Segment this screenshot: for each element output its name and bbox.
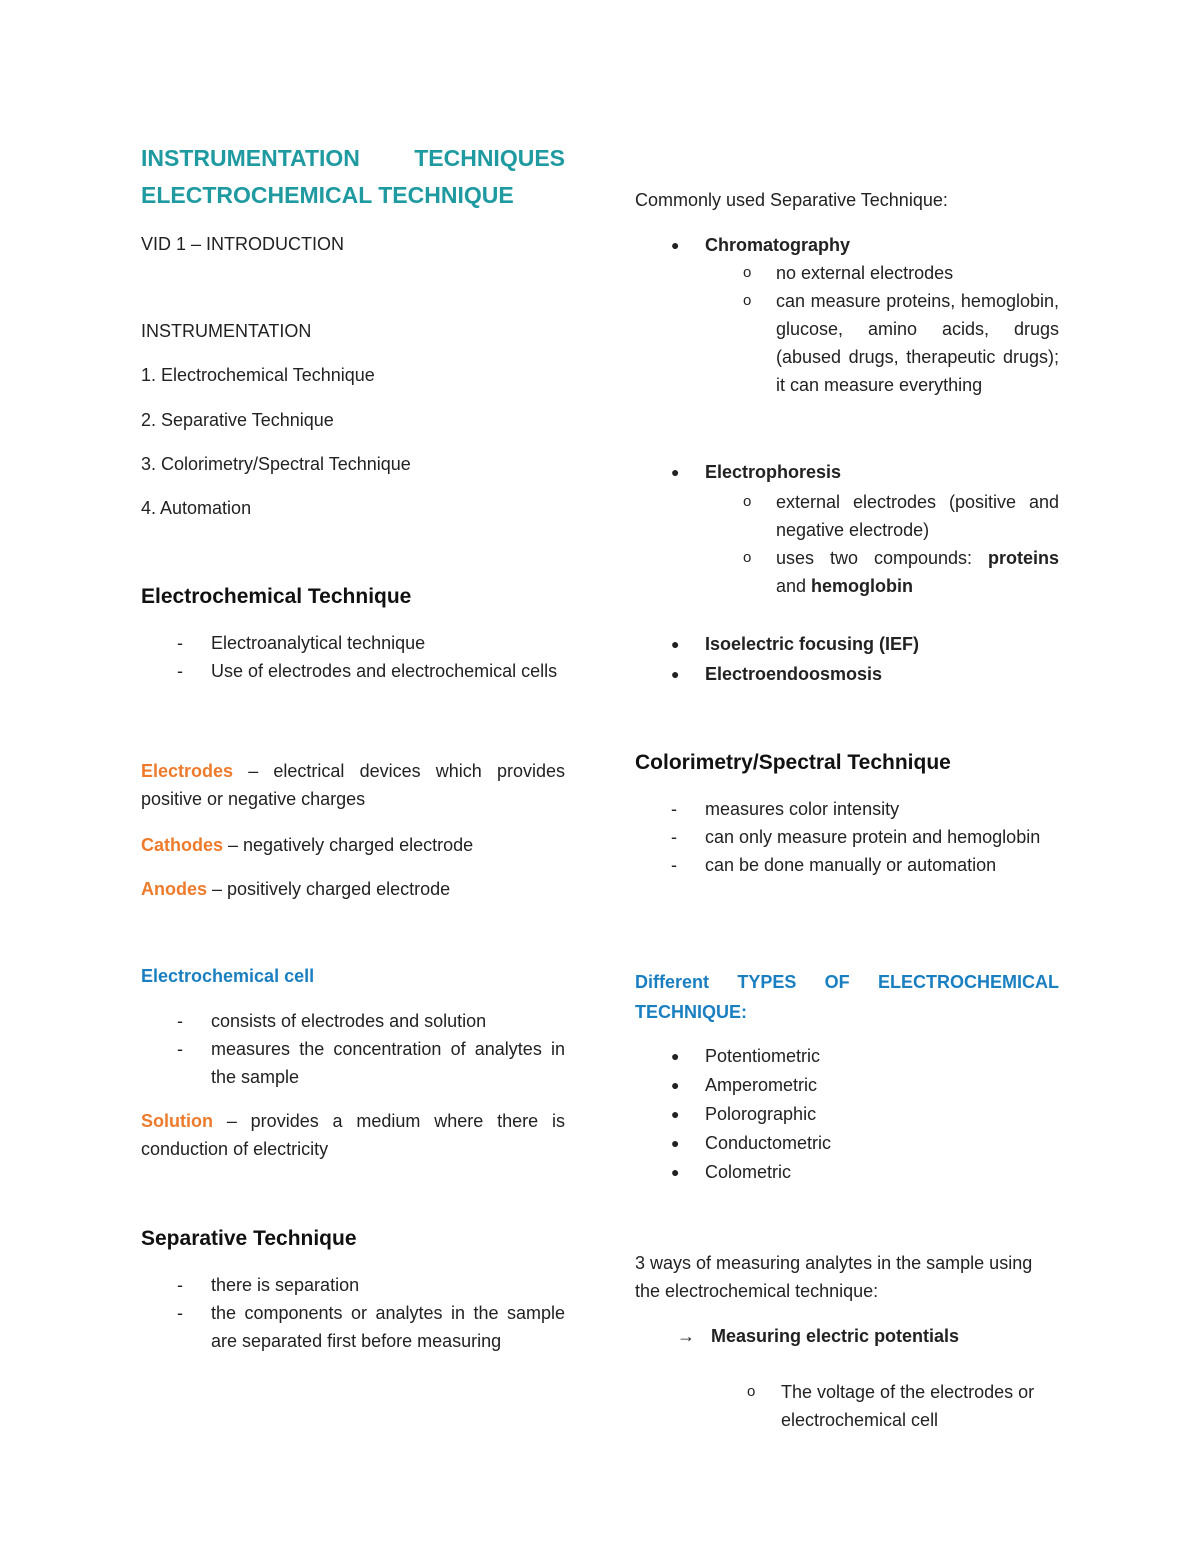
- three-ways-text: 3 ways of measuring analytes in the sample using the electrochemical technique:: [635, 1253, 1033, 1301]
- list-item: [141, 1007, 565, 1035]
- types-word: ELECTROCHEMICAL: [877, 972, 1059, 992]
- document-title-line2: ELECTROCHEMICAL TECHNIQUE: [141, 182, 514, 208]
- list-item: [635, 630, 1059, 658]
- list-item-text: no external electrodes: [776, 263, 954, 283]
- list-item: [635, 458, 1059, 486]
- list-item-text: Polorographic: [705, 1104, 817, 1124]
- dash-marker: -: [177, 633, 183, 653]
- anodes-def: – positively charged electrode: [207, 879, 451, 899]
- separative-technique-list: [141, 1271, 565, 1355]
- commonly-used-label: Commonly used Separative Technique:: [635, 190, 948, 210]
- list-item-text: Use of electrodes and electrochemical cells: [211, 661, 558, 681]
- electrochemical-cell-heading: Electrochemical cell: [141, 966, 315, 986]
- measuring-electric-potentials-item: [635, 1322, 1059, 1350]
- instr-list-item-3: 3. Colorimetry/Spectral Technique: [141, 454, 411, 474]
- list-item-text: Colometric: [705, 1162, 792, 1182]
- list-item: [141, 1035, 565, 1091]
- instr-list-item-1: 1. Electrochemical Technique: [141, 365, 375, 385]
- measuring-label: Measuring electric potentials: [711, 1326, 960, 1346]
- instr-list-item-4: 4. Automation: [141, 498, 252, 518]
- instr-list-item-2: 2. Separative Technique: [141, 410, 334, 430]
- list-item-text: Potentiometric: [705, 1046, 821, 1066]
- list-item: [635, 1042, 1059, 1070]
- types-heading-line2: TECHNIQUE:: [635, 1002, 747, 1022]
- list-item: [635, 488, 1059, 544]
- dash-marker: -: [177, 1011, 183, 1031]
- dash-marker: -: [671, 799, 677, 819]
- bullet-marker: ●: [671, 237, 680, 253]
- types-word: TYPES: [737, 972, 797, 992]
- dash-marker: -: [177, 1039, 183, 1059]
- types-word: Different: [635, 972, 710, 992]
- list-item: [141, 1271, 565, 1299]
- list-item-text: uses two compounds:: [776, 548, 988, 568]
- chromatography-sublist: [635, 259, 1059, 399]
- cathodes-term: Cathodes: [141, 835, 224, 855]
- solution-definition: [141, 1107, 565, 1163]
- list-item: [635, 1071, 1059, 1099]
- title-word-instrumentation: INSTRUMENTATION: [141, 145, 360, 171]
- list-item-text: consists of electrodes and solution: [211, 1011, 487, 1031]
- bullet-marker: ●: [671, 1164, 680, 1180]
- list-item: [635, 823, 1059, 851]
- electrochemical-cell-list: [141, 1007, 565, 1091]
- dash-marker: -: [671, 855, 677, 875]
- electrophoresis-sublist: [635, 488, 1059, 600]
- electrodes-term: Electrodes: [141, 761, 234, 781]
- list-item: [635, 660, 1059, 688]
- electroendoosmosis-label: Electroendoosmosis: [705, 664, 883, 684]
- list-item: [141, 657, 565, 685]
- list-item-text: there is separation: [211, 1275, 360, 1295]
- list-item-text: and: [776, 576, 812, 596]
- hemoglobin-term: hemoglobin: [811, 576, 914, 596]
- circle-marker: o: [743, 264, 752, 281]
- list-item: [141, 629, 565, 657]
- list-item: [141, 1299, 565, 1355]
- chromatography-bullet: [635, 231, 1059, 259]
- bullet-marker: ●: [671, 1048, 680, 1064]
- cathodes-def: – negatively charged electrode: [223, 835, 474, 855]
- title-word-techniques: TECHNIQUES: [414, 145, 565, 171]
- colorimetry-heading: Colorimetry/Spectral Technique: [635, 751, 951, 774]
- measuring-subitem: [635, 1378, 1059, 1434]
- list-item-text: measures color intensity: [705, 799, 900, 819]
- more-techniques-bullets: [635, 630, 1059, 688]
- list-item: [635, 795, 1059, 823]
- solution-def: – provides a medium where there is conduction of electricity: [141, 1111, 565, 1159]
- list-item-text: Conductometric: [705, 1133, 832, 1153]
- list-item-text: measures the concentration of analytes in the sample: [211, 1039, 565, 1087]
- instrumentation-label: INSTRUMENTATION: [141, 321, 312, 341]
- electrochemical-technique-heading: Electrochemical Technique: [141, 585, 412, 608]
- colorimetry-list: [635, 795, 1059, 879]
- bullet-marker: ●: [671, 636, 680, 652]
- right-column: [635, 0, 1059, 1430]
- list-item: [635, 287, 1059, 399]
- bullet-marker: ●: [671, 666, 680, 682]
- arrow-right-icon: →: [677, 1326, 695, 1346]
- types-word: OF: [824, 972, 850, 992]
- list-item-text: external electrodes (positive and negative electrode): [776, 492, 1059, 540]
- bullet-marker: ●: [671, 1106, 680, 1122]
- circle-marker: o: [743, 292, 752, 309]
- proteins-term: proteins: [987, 548, 1059, 568]
- electrodes-definition: [141, 757, 565, 813]
- anodes-definition: [141, 875, 565, 903]
- separative-technique-heading: Separative Technique: [141, 1227, 357, 1250]
- circle-marker: o: [743, 549, 752, 566]
- dash-marker: -: [177, 1275, 183, 1295]
- electrophoresis-bullet: [635, 458, 1059, 486]
- bullet-marker: ●: [671, 1135, 680, 1151]
- types-heading-line1: [635, 968, 1059, 996]
- list-item: [635, 259, 1059, 287]
- list-item: [635, 851, 1059, 879]
- list-item-text: can measure proteins, hemoglobin, glucose, amino acids, drugs (abused drugs, therapeutic drugs); it can measure everything: [776, 291, 1059, 395]
- list-item-text: Electroanalytical technique: [211, 633, 426, 653]
- list-item: [635, 1100, 1059, 1128]
- cathodes-definition: [141, 831, 565, 859]
- list-item-text: the components or analytes in the sample are separated first before measuring: [211, 1303, 565, 1351]
- dash-marker: -: [177, 1303, 183, 1323]
- document-title-line1: [141, 140, 565, 177]
- solution-term: Solution: [141, 1111, 213, 1131]
- chromatography-label: Chromatography: [705, 235, 851, 255]
- electrophoresis-label: Electrophoresis: [705, 462, 842, 482]
- ief-label: Isoelectric focusing (IEF): [705, 634, 920, 654]
- list-item: [635, 1129, 1059, 1157]
- measuring-sub-text: The voltage of the electrodes or electrochemical cell: [781, 1382, 1035, 1430]
- list-item-text: can only measure protein and hemoglobin: [705, 827, 1041, 847]
- dash-marker: -: [671, 827, 677, 847]
- list-item: [635, 544, 1059, 600]
- dash-marker: -: [177, 661, 183, 681]
- list-item: [635, 231, 1059, 259]
- bullet-marker: ●: [671, 1077, 680, 1093]
- electrochemical-technique-list: [141, 629, 565, 685]
- circle-marker: o: [743, 493, 752, 510]
- list-item-text: Amperometric: [705, 1075, 818, 1095]
- circle-marker: o: [747, 1383, 756, 1400]
- list-item: [635, 1158, 1059, 1186]
- bullet-marker: ●: [671, 464, 680, 480]
- vid-heading: VID 1 – INTRODUCTION: [141, 234, 345, 254]
- electrodes-def: – electrical devices which provides positive or negative charges: [141, 761, 565, 809]
- list-item-text: can be done manually or automation: [705, 855, 997, 875]
- types-list: [635, 1042, 1059, 1186]
- anodes-term: Anodes: [141, 879, 208, 899]
